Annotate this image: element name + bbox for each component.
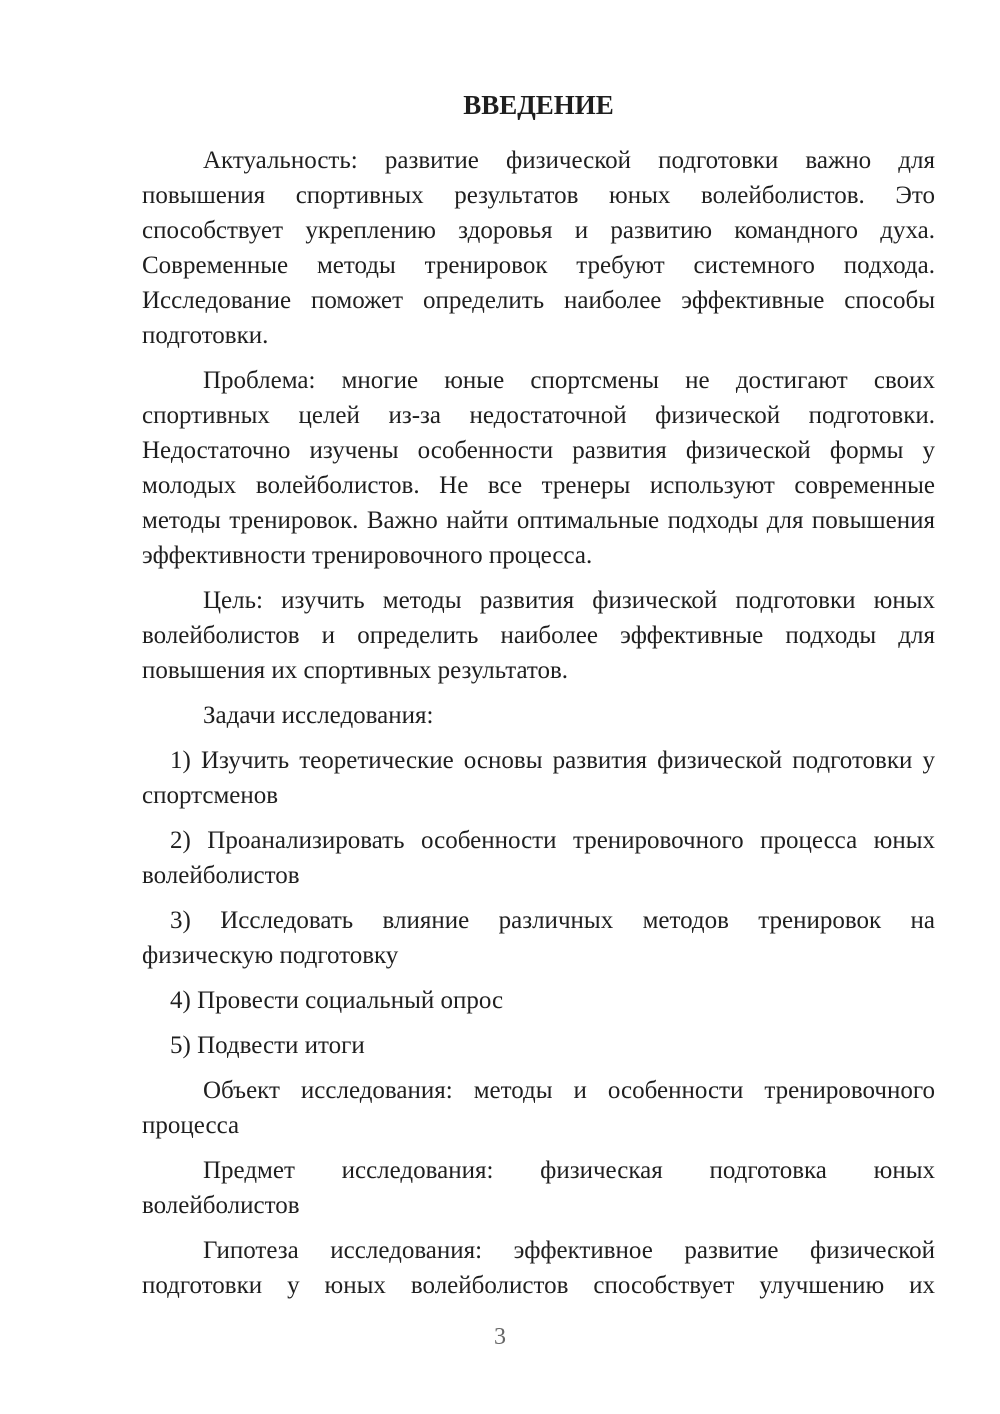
tasks-heading [142, 698, 935, 733]
text-line: эффективности тренировочного процесса. [142, 542, 593, 569]
task-item-2 [142, 823, 935, 893]
text-line: волейболистов [142, 862, 300, 889]
text-line: Цель: изучить методы развития физической подготовки юных [203, 587, 935, 614]
text-line: спортсменов [142, 782, 279, 809]
task-item-3 [142, 903, 935, 973]
paragraph-problema [142, 363, 935, 573]
paragraph-obekt [142, 1073, 935, 1143]
text-line: Недостаточно изучены особенности развития физической формы у [142, 437, 935, 464]
task-item-4 [142, 983, 935, 1018]
text-line: волейболистов [142, 1192, 300, 1219]
task-item-5 [142, 1028, 935, 1063]
section-title: ВВЕДЕНИЕ [463, 90, 614, 120]
text-line: Предмет исследования: физическая подготовка юных [203, 1157, 935, 1184]
text-line: Исследование поможет определить наиболее эффективные способы [142, 287, 935, 314]
text-line: 5) Подвести итоги [170, 1032, 365, 1059]
text-line: повышения спортивных результатов юных волейболистов. Это [142, 182, 935, 209]
text-line: процесса [142, 1112, 240, 1139]
text-line: Проблема: многие юные спортсмены не достигают своих [203, 367, 935, 394]
text-line: Современные методы тренировок требуют системного подхода. [142, 252, 935, 279]
page-number: 3 [494, 1324, 506, 1350]
task-item-1 [142, 743, 935, 813]
paragraph-predmet [142, 1153, 935, 1223]
text-line: Задачи исследования: [203, 702, 434, 729]
text-line: подготовки у юных волейболистов способствует улучшению их [142, 1272, 935, 1299]
text-line: методы тренировок. Важно найти оптимальные подходы для повышения [142, 507, 935, 534]
text-line: волейболистов и определить наиболее эффективные подходы для [142, 622, 935, 649]
text-line: спортивных целей из-за недостаточной физической подготовки. [142, 402, 935, 429]
paragraph-aktualnost [142, 143, 935, 353]
page-content [142, 88, 935, 1303]
text-line: Объект исследования: методы и особенности тренировочного [203, 1077, 935, 1104]
text-line: 1) Изучить теоретические основы развития физической подготовки у [170, 747, 935, 774]
paragraph-tsel [142, 583, 935, 688]
text-line: Гипотеза исследования: эффективное развитие физической [203, 1237, 935, 1264]
text-line: 4) Провести социальный опрос [170, 987, 504, 1014]
text-line: Актуальность: развитие физической подготовки важно для [203, 147, 935, 174]
text-line: способствует укреплению здоровья и развитию командного духа. [142, 217, 935, 244]
text-line: 2) Проанализировать особенности тренировочного процесса юных [170, 827, 935, 854]
text-line: физическую подготовку [142, 942, 399, 969]
text-line: повышения их спортивных результатов. [142, 657, 569, 684]
text-line: подготовки. [142, 322, 269, 349]
paragraph-gipoteza [142, 1233, 935, 1303]
text-line: молодых волейболистов. Не все тренеры используют современные [142, 472, 935, 499]
text-line: 3) Исследовать влияние различных методов тренировок на [170, 907, 935, 934]
